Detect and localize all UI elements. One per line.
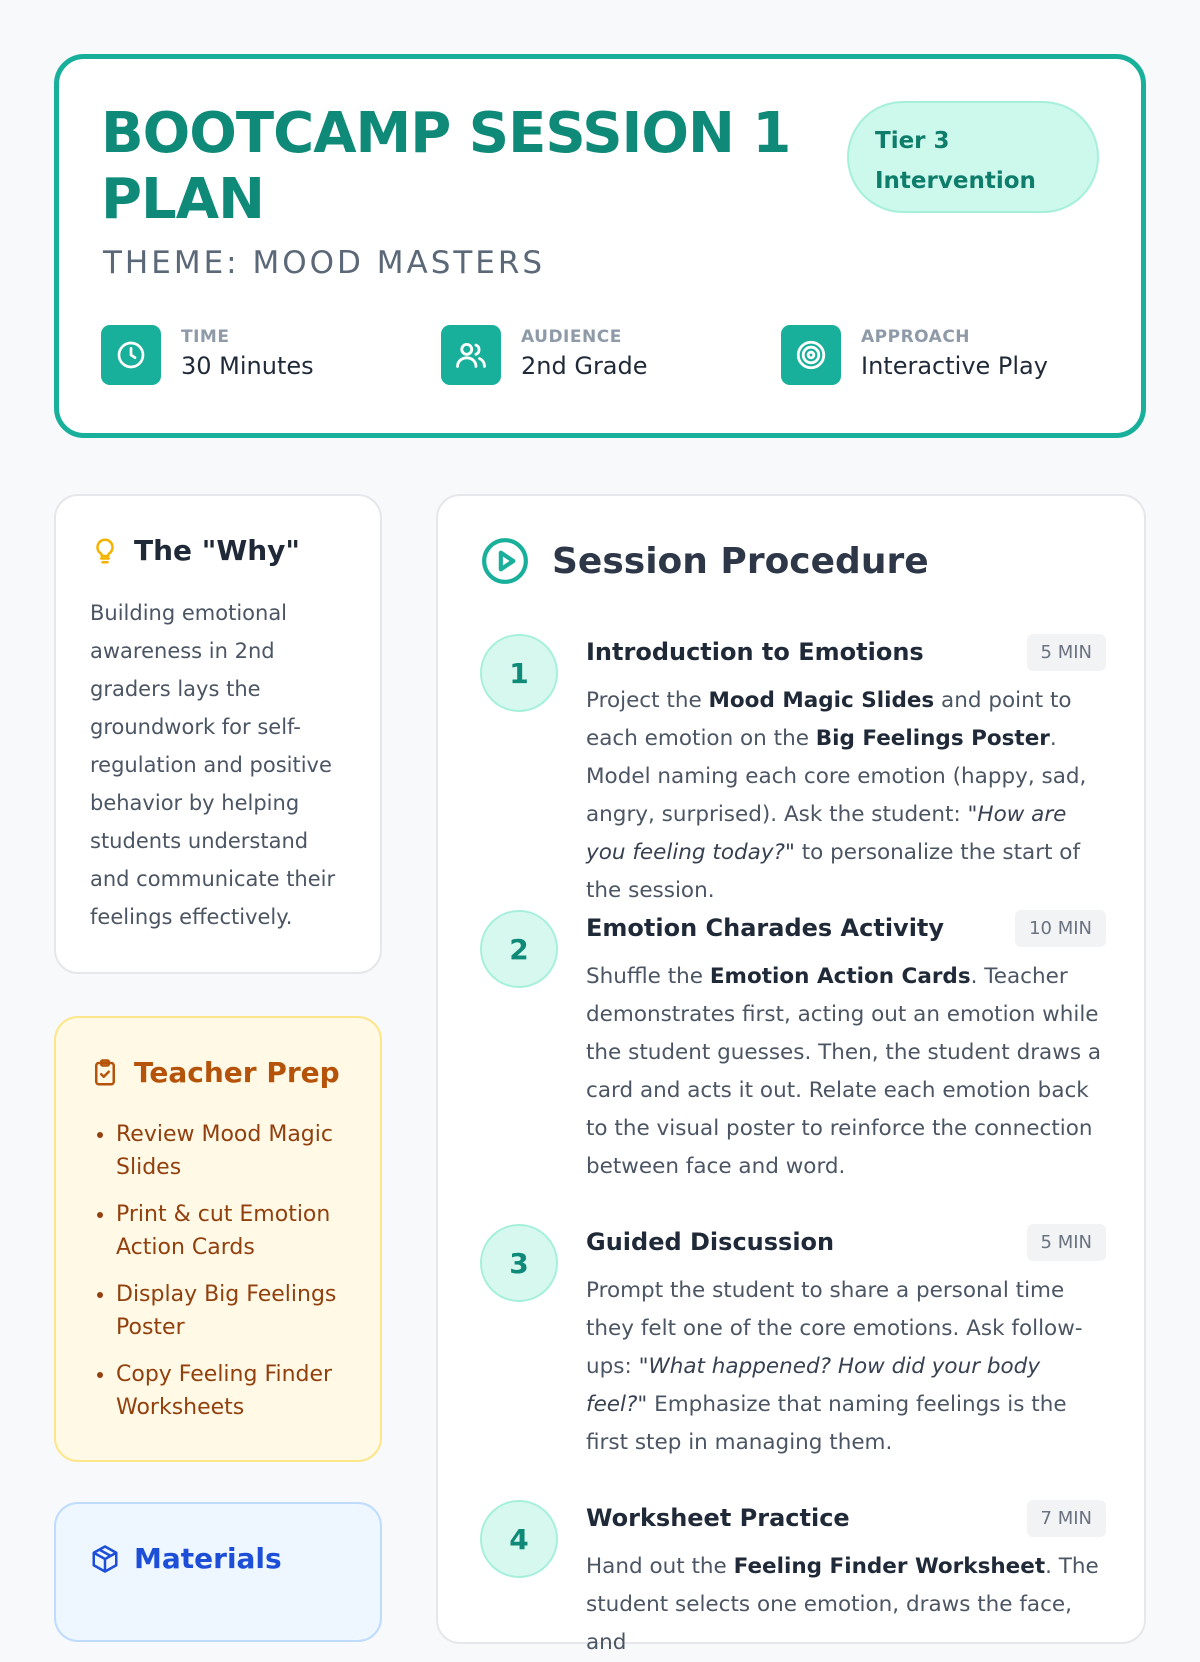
step-number: 1	[480, 634, 558, 712]
clock-icon	[101, 325, 161, 385]
meta-audience	[441, 325, 648, 385]
step-number: 3	[480, 1224, 558, 1302]
page-title: BOOTCAMP SESSION 1 PLAN	[101, 101, 791, 232]
step-number: 4	[480, 1500, 558, 1578]
tier-badge-line2: Intervention	[875, 168, 1036, 194]
materials-title: Materials	[134, 1542, 282, 1575]
step-title: Emotion Charades Activity	[586, 914, 945, 942]
meta-audience-value: 2nd Grade	[521, 352, 648, 380]
meta-approach-label: APPROACH	[861, 327, 971, 347]
meta-approach	[781, 325, 1048, 385]
procedure-heading	[480, 536, 929, 586]
step-number: 2	[480, 910, 558, 988]
lightbulb-icon	[90, 535, 120, 567]
step-duration-badge: 10 MIN	[1015, 910, 1106, 947]
why-text: Building emotional awareness in 2nd graders lays the groundwork for self-regulation and positive behavior by helping students understand and communicate their feelings effectively.	[90, 601, 336, 929]
step-3	[480, 1224, 1106, 1464]
session-procedure-card	[436, 494, 1146, 1655]
prep-item: • Print & cut Emotion Action Cards	[116, 1198, 356, 1264]
step-title: Introduction to Emotions	[586, 638, 924, 666]
meta-time	[101, 325, 314, 385]
clipboard-check-icon	[90, 1057, 120, 1089]
procedure-title: Session Procedure	[552, 540, 929, 582]
step-title: Guided Discussion	[586, 1228, 835, 1256]
step-duration-badge: 5 MIN	[1027, 1224, 1106, 1261]
teacher-prep-card	[54, 1016, 382, 1462]
step-duration-badge: 5 MIN	[1027, 634, 1106, 671]
theme-subtitle: THEME: MOOD MASTERS	[103, 245, 546, 281]
prep-item: • Review Mood Magic Slides	[116, 1118, 356, 1184]
materials-heading	[90, 1542, 282, 1575]
step-duration-badge: 7 MIN	[1027, 1500, 1106, 1537]
step-description: Prompt the student to share a personal time they felt one of the core emotions. Ask follow-ups: "What happened? How did your body feel?" Emphasize that naming feelings is the first step in managing them.	[586, 1278, 1083, 1455]
prep-item: • Display Big Feelings Poster	[116, 1278, 356, 1344]
materials-card	[54, 1502, 382, 1642]
play-circle-icon	[480, 536, 530, 586]
step-4	[480, 1500, 1106, 1655]
users-icon	[441, 325, 501, 385]
step-header	[586, 1500, 1106, 1540]
meta-time-value: 30 Minutes	[181, 352, 314, 380]
step-2	[480, 910, 1106, 1190]
prep-list	[116, 1118, 356, 1438]
step-header	[586, 1224, 1106, 1264]
prep-item: • Copy Feeling Finder Worksheets	[116, 1358, 356, 1424]
meta-approach-value: Interactive Play	[861, 352, 1048, 380]
step-1	[480, 634, 1106, 903]
box-icon	[90, 1543, 120, 1575]
why-heading	[90, 534, 300, 567]
meta-audience-label: AUDIENCE	[521, 327, 622, 347]
header-card	[54, 54, 1146, 438]
step-title: Worksheet Practice	[586, 1504, 850, 1532]
tier-badge-line1: Tier 3	[875, 128, 950, 154]
target-icon	[781, 325, 841, 385]
why-title: The "Why"	[134, 534, 301, 567]
prep-title: Teacher Prep	[134, 1056, 340, 1089]
step-header	[586, 634, 1106, 674]
step-description: Project the Mood Magic Slides and point to each emotion on the Big Feelings Poster. Model naming each core emotion (happy, sad, angry, surprised). Ask the student: "How are you feeling today?" to personalize the start of the session.	[586, 688, 1087, 903]
step-description: Shuffle the Emotion Action Cards. Teacher demonstrates first, acting out an emotion while the student guesses. Then, the student draws a card and acts it out. Relate each emotion back to the visual poster to reinforce the connection between face and word.	[586, 964, 1102, 1179]
step-description: Hand out the Feeling Finder Worksheet. The student selects one emotion, draws the face, and	[586, 1554, 1099, 1655]
step-header	[586, 910, 1106, 950]
prep-heading	[90, 1056, 340, 1089]
why-card	[54, 494, 382, 974]
tier-badge	[847, 101, 1099, 213]
meta-time-label: TIME	[181, 327, 230, 347]
